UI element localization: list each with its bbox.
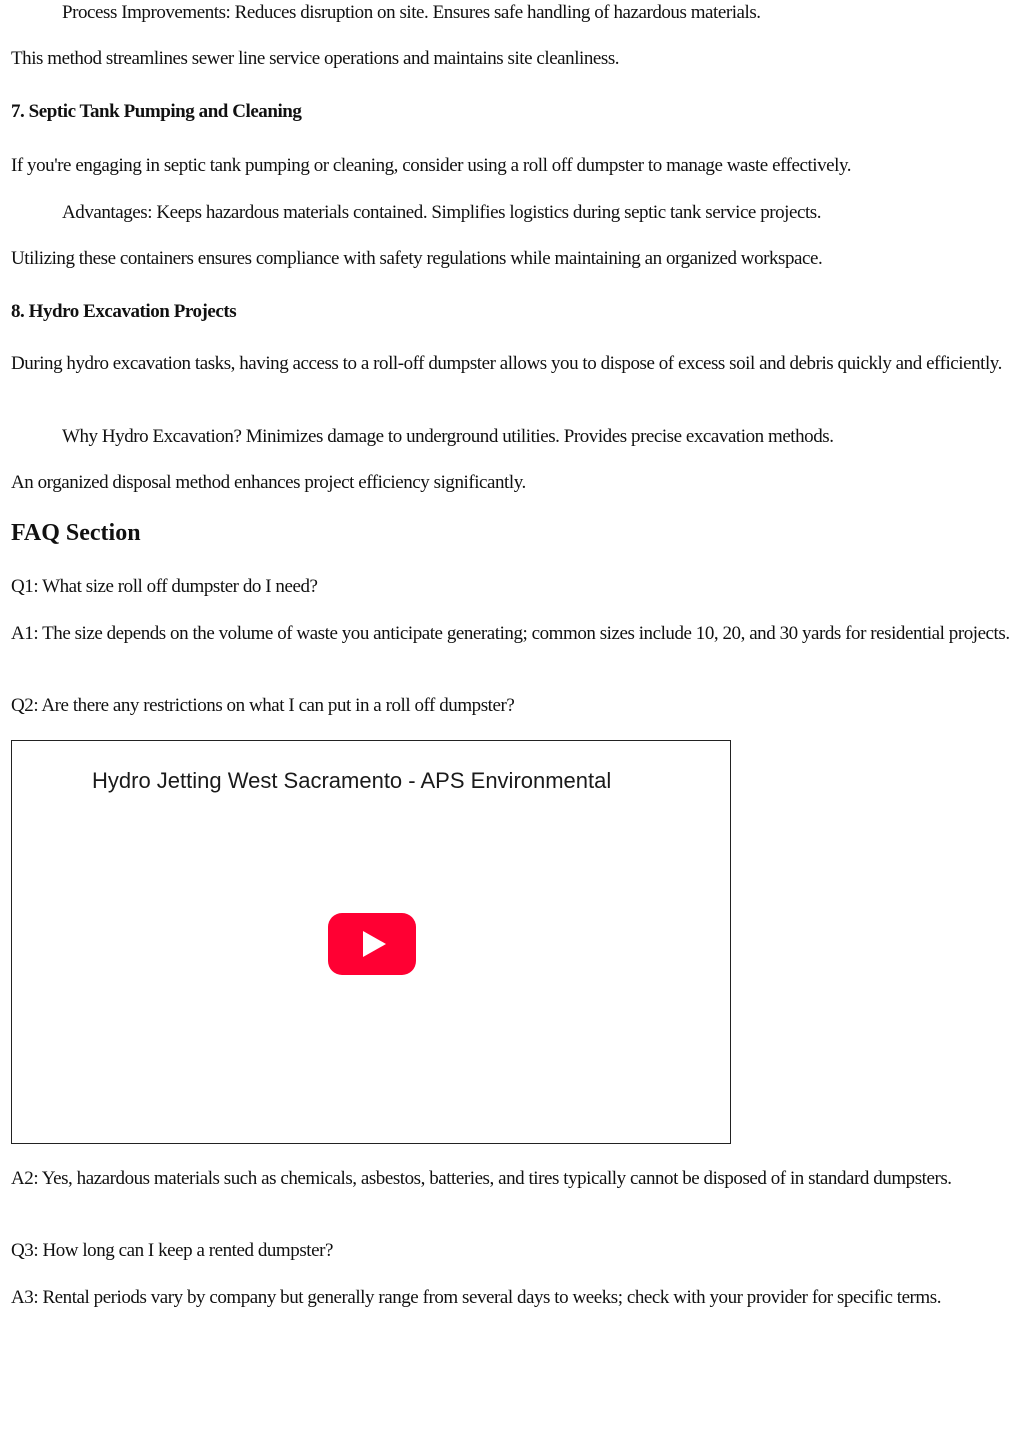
why-hydro-text: Why Hydro Excavation? Minimizes damage to underground utilities. Provides precise excavation methods. — [62, 426, 834, 447]
video-play-button[interactable] — [328, 913, 416, 975]
faq-answer-1: A1: The size depends on the volume of waste you anticipate generating; common sizes include 10, 20, and 30 yards for residential projects. — [11, 623, 1010, 644]
video-title[interactable]: Hydro Jetting West Sacramento - APS Environmental — [92, 768, 612, 793]
faq-answer-2: A2: Yes, hazardous materials such as chemicals, asbestos, batteries, and tires typically cannot be disposed of in standard dumpsters. — [11, 1168, 952, 1189]
faq-question-3: Q3: How long can I keep a rented dumpster? — [11, 1240, 333, 1261]
advantages-text: Advantages: Keeps hazardous materials contained. Simplifies logistics during septic tank service projects. — [62, 202, 822, 223]
process-improvements-text: Process Improvements: Reduces disruption on site. Ensures safe handling of hazardous materials. — [62, 2, 761, 23]
video-embed[interactable] — [11, 740, 731, 1144]
paragraph-compliance: Utilizing these containers ensures compliance with safety regulations while maintaining an organized workspace. — [11, 248, 823, 269]
faq-question-1: Q1: What size roll off dumpster do I need? — [11, 576, 318, 597]
paragraph-septic-intro: If you're engaging in septic tank pumping or cleaning, consider using a roll off dumpster to manage waste effectively. — [11, 155, 852, 176]
heading-septic-tank: 7. Septic Tank Pumping and Cleaning — [11, 101, 302, 122]
heading-hydro-excavation: 8. Hydro Excavation Projects — [11, 301, 237, 322]
paragraph-sewer-line: This method streamlines sewer line service operations and maintains site cleanliness. — [11, 48, 620, 69]
faq-question-2: Q2: Are there any restrictions on what I can put in a roll off dumpster? — [11, 695, 515, 716]
youtube-play-icon — [328, 913, 416, 975]
faq-heading: FAQ Section — [11, 520, 141, 546]
paragraph-disposal: An organized disposal method enhances project efficiency significantly. — [11, 472, 526, 493]
faq-answer-3: A3: Rental periods vary by company but generally range from several days to weeks; check with your provider for specific terms. — [11, 1287, 942, 1308]
paragraph-hydro-intro: During hydro excavation tasks, having access to a roll-off dumpster allows you to dispose of excess soil and debris quickly and efficiently. — [11, 353, 1002, 374]
